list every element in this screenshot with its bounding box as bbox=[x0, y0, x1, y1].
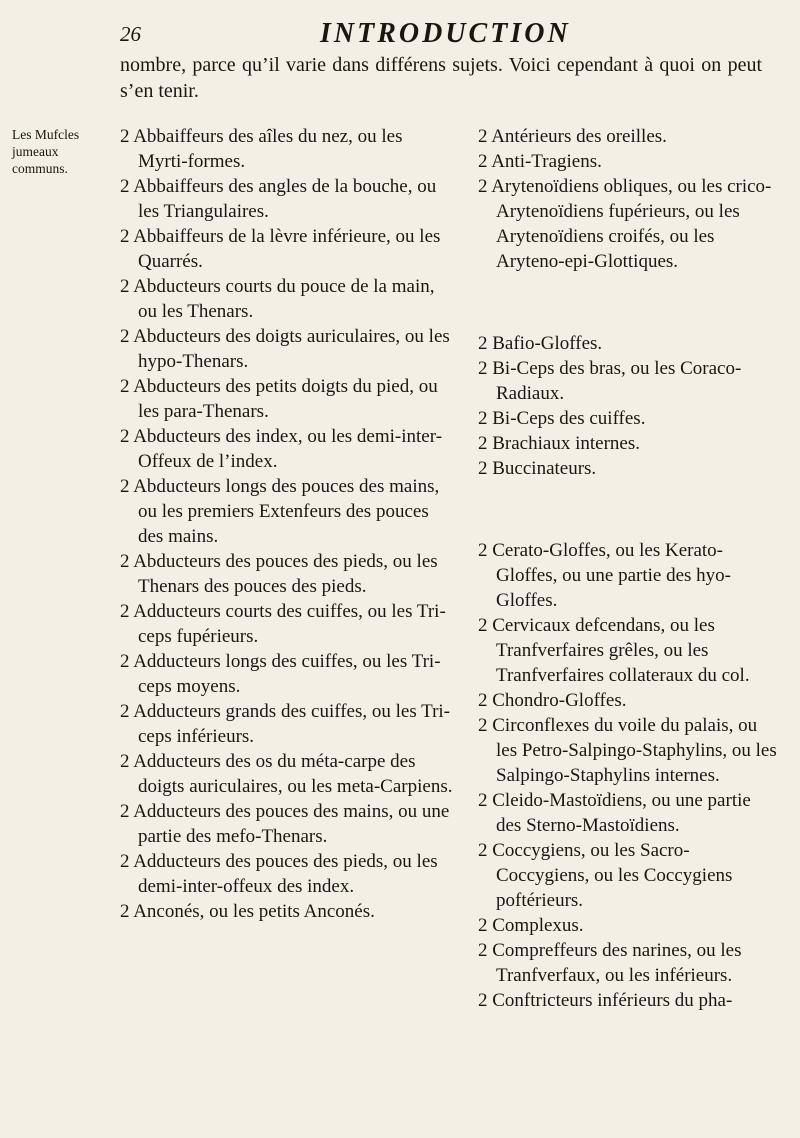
section-gap bbox=[478, 497, 780, 522]
muscle-entry: 2 Chondro-Gloffes. bbox=[478, 690, 627, 711]
muscle-entry: 2 Antérieurs des oreilles. bbox=[478, 126, 667, 147]
muscle-entry: 2 Arytenoïdiens obliques, ou les crico-Arytenoïdiens fupérieurs, ou les Arytenoïdiens croifés, ou les Aryteno-epi-Glottiques. bbox=[478, 176, 772, 272]
muscle-entry: 2 Cleido-Mastoïdiens, ou une partie des Sterno-Mastoïdiens. bbox=[478, 790, 751, 836]
muscle-entry: 2 Abbaiffeurs des aîles du nez, ou les Myrti-formes. bbox=[120, 126, 403, 172]
muscle-entry: 2 Abducteurs des pouces des pieds, ou les Thenars des pouces des pieds. bbox=[120, 551, 438, 597]
muscle-entry: 2 Adducteurs courts des cuiffes, ou les Tri-ceps fupérieurs. bbox=[120, 601, 446, 647]
muscle-entry: 2 Abducteurs des index, ou les demi-inter-Offeux de l’index. bbox=[120, 426, 443, 472]
running-title: INTRODUCTION bbox=[320, 18, 571, 49]
muscle-entry: 2 Adducteurs grands des cuiffes, ou les Tri-ceps inférieurs. bbox=[120, 701, 451, 747]
muscle-entry: 2 Bi-Ceps des cuiffes. bbox=[478, 408, 646, 429]
muscle-entry: 2 Adducteurs des pouces des pieds, ou les demi-inter-offeux des index. bbox=[120, 851, 438, 897]
muscle-entry: 2 Coccygiens, ou les Sacro-Coccygiens, ou les Coccygiens poftérieurs. bbox=[478, 840, 733, 911]
muscle-entry: 2 Compreffeurs des narines, ou les Tranfverfaux, ou les inférieurs. bbox=[478, 940, 742, 986]
muscle-entry: 2 Bi-Ceps des bras, ou les Coraco-Radiaux. bbox=[478, 358, 742, 404]
margin-note: Les Mufcles jumeaux communs. bbox=[12, 127, 80, 176]
muscle-entry: 2 Abducteurs des doigts auriculaires, ou les hypo-Thenars. bbox=[120, 326, 450, 372]
muscle-entry: 2 Adducteurs longs des cuiffes, ou les Tri-ceps moyens. bbox=[120, 651, 441, 697]
left-column bbox=[120, 124, 455, 924]
page-header bbox=[120, 14, 760, 54]
muscle-entry: 2 Abbaiffeurs de la lèvre inférieure, ou les Quarrés. bbox=[120, 226, 441, 272]
muscle-entry: 2 Abbaiffeurs des angles de la bouche, ou les Triangulaires. bbox=[120, 176, 437, 222]
muscle-entry: 2 Conftricteurs inférieurs du pha- bbox=[478, 990, 733, 1011]
page-number: 26 bbox=[120, 22, 141, 46]
muscle-entry: 2 Abducteurs courts du pouce de la main, ou les Thenars. bbox=[120, 276, 435, 322]
muscle-entry: 2 Adducteurs des os du méta-carpe des doigts auriculaires, ou les meta-Carpiens. bbox=[120, 751, 453, 797]
muscle-entry: 2 Circonflexes du voile du palais, ou les Petro-Salpingo-Staphylins, ou les Salpingo-Staphylins internes. bbox=[478, 715, 777, 786]
muscle-entry: 2 Abducteurs des petits doigts du pied, ou les para-Thenars. bbox=[120, 376, 438, 422]
muscle-entry: 2 Anti-Tragiens. bbox=[478, 151, 602, 172]
muscle-entry: 2 Abducteurs longs des pouces des mains, ou les premiers Extenfeurs des pouces des mains. bbox=[120, 476, 440, 547]
muscle-entry: 2 Bafio-Gloffes. bbox=[478, 333, 603, 354]
intro-paragraph: nombre, parce qu’il varie dans différens sujets. Voici cependant à quoi on peut s’en tenir. bbox=[120, 54, 762, 102]
muscle-entry: 2 Cerato-Gloffes, ou les Kerato-Gloffes, ou une partie des hyo-Gloffes. bbox=[478, 540, 731, 611]
muscle-entry: 2 Buccinateurs. bbox=[478, 458, 597, 479]
muscle-entry: 2 Anconés, ou les petits Anconés. bbox=[120, 901, 375, 922]
muscle-entry: 2 Complexus. bbox=[478, 915, 584, 936]
right-column bbox=[478, 124, 780, 1013]
muscle-entry: 2 Cervicaux defcendans, ou les Tranfverfaires grêles, ou les Tranfverfaires collateraux du col. bbox=[478, 615, 750, 686]
section-gap bbox=[478, 290, 780, 315]
muscle-entry: 2 Adducteurs des pouces des mains, ou une partie des mefo-Thenars. bbox=[120, 801, 450, 847]
muscle-entry: 2 Brachiaux internes. bbox=[478, 433, 640, 454]
